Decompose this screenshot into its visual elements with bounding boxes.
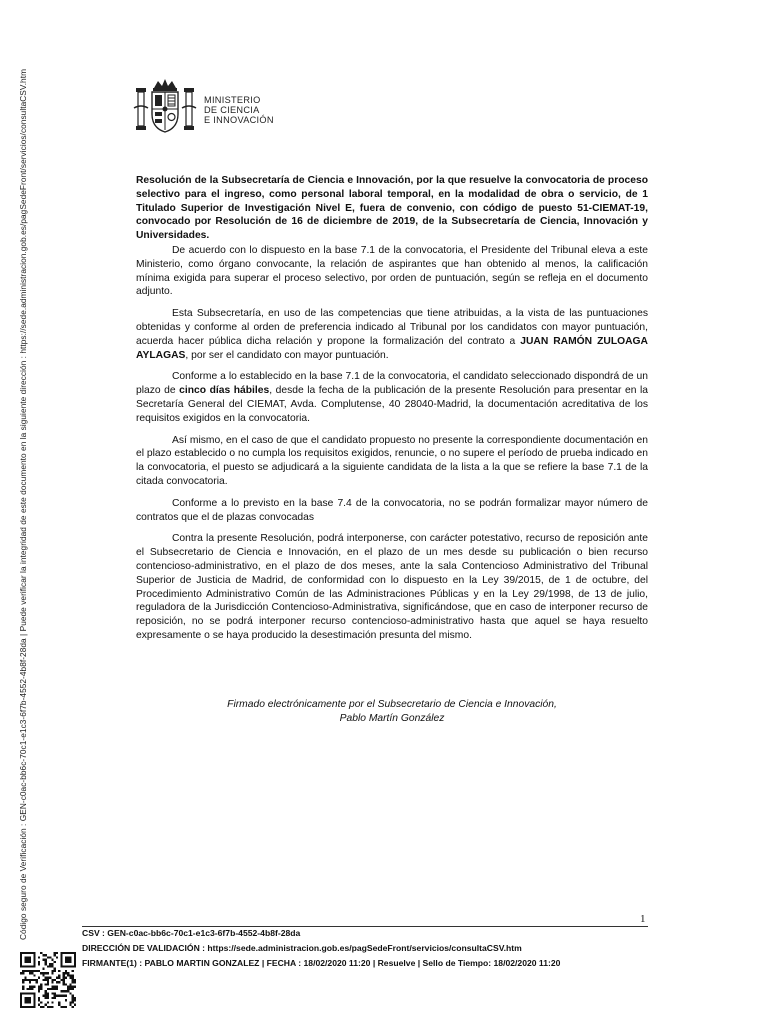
ministry-line-1: MINISTERIO bbox=[204, 95, 261, 105]
document-body bbox=[136, 174, 648, 651]
footer-signer: FIRMANTE(1) : PABLO MARTIN GONZALEZ | FECHA : 18/02/2020 11:20 | Resuelve | Sello de Tiempo: 18/02/2020 11:20 bbox=[82, 957, 561, 968]
ministry-name bbox=[204, 95, 274, 125]
paragraph-3-text-a: Conforme a lo establecido en la base 7.1 de la convocatoria, el candidato seleccionado dispondrá de un plazo de bbox=[136, 371, 648, 397]
signature-line-2: Pablo Martín González bbox=[339, 713, 445, 724]
paragraph-5: Conforme a lo previsto en la base 7.4 de la convocatoria, no se podrán formalizar mayor número de contratos que el de plazas convocadas bbox=[136, 497, 648, 523]
paragraph-2 bbox=[136, 307, 648, 362]
resolution-title: Resolución de la Subsecretaría de Ciencia e Innovación, por la que resuelve la convocatoria de proceso selectivo para el ingreso, como personal laboral temporal, en la modalidad de obra o servicio, de 1 Titulado Superior de Investigación Nivel E, fuera de convenio, con código de puesto 51-CIEMAT-19, convocado por Resolución de 16 de diciembre de 2019, de la Subsecretaría de Ciencia, Innovación y Universidades. bbox=[136, 175, 648, 242]
paragraph-4: Así mismo, en el caso de que el candidato propuesto no presente la correspondiente documentación en el plazo establecido o no cumpla los requisitos exigidos, renuncie, o no supere el período de prueba indicado en la convocatoria, el puesto se adjudicará a la siguiente candidata de la lista a la que se refiere la base 7.1 de la citada convocatoria. bbox=[136, 434, 648, 487]
paragraph-3-text-b: , desde la fecha de la publicación de la presente Resolución para presentar en la Secretaría General del CIEMAT, Avda. Complutense, 40 28040-Madrid, la documentación acreditativa de los requisitos exigidos en la convocatoria. bbox=[136, 385, 649, 424]
ministry-logo bbox=[132, 78, 292, 136]
csv-verification-strip: Código seguro de Verificación : GEN-c0ac-bb6c-70c1-e1c3-6f7b-4552-4b8f-28da | Puede verificar la integridad de este documento en la siguiente dirección : https://sede.administracion.gob.es/pagSedeFront/servicios/consultaCSV.htm bbox=[18, 68, 28, 940]
footer-csv: CSV : GEN-c0ac-bb6c-70c1-e1c3-6f7b-4552-4b8f-28da bbox=[82, 928, 301, 938]
signature-block bbox=[136, 698, 648, 726]
paragraph-2-text-b: , por ser el candidato con mayor puntuación. bbox=[185, 349, 389, 361]
paragraph-1: De acuerdo con lo dispuesto en la base 7.1 de la convocatoria, el Presidente del Tribunal eleva a este Ministerio, como órgano convocante, la relación de aspirantes que han obtenido al menos, la calificación mínima exigida para superar el proceso selectivo, por orden de puntuación, según se refleja en el documento adjunto. bbox=[136, 244, 648, 298]
paragraph-6: Contra la presente Resolución, podrá interponerse, con carácter potestativo, recurso de reposición ante el Subsecretario de Ciencia e Innovación, en el plazo de un mes desde su publicación o bien recurso contencioso-administrativo, en el plazo de dos meses, ante la sala Contencioso Administrativo del Tribunal Superior de Justicia de Madrid, de conformidad con lo dispuesto en la Ley 39/2015, de 1 de octubre, del Procedimiento Administrativo Común de las Administraciones Públicas y en la Ley 29/1998, de 13 de julio, reguladora de la Jurisdicción Contencioso-Administrativa, significándose, que en caso de interponer recurso de reposición, no se podrá interponer recurso contencioso-administrativo hasta que aquel se haya resuelto expresamente o se haya producido la desestimación presunta del mismo. bbox=[136, 533, 648, 641]
ministry-line-2: DE CIENCIA bbox=[204, 105, 260, 115]
footer-validation-url[interactable]: DIRECCIÓN DE VALIDACIÓN : https://sede.administracion.gob.es/pagSedeFront/servicios/consultaCSV.htm bbox=[82, 942, 522, 953]
paragraph-3 bbox=[136, 370, 648, 425]
qr-code-icon[interactable] bbox=[20, 952, 76, 1008]
signature-line-1: Firmado electrónicamente por el Subsecretario de Ciencia e Innovación, bbox=[227, 699, 557, 710]
page-number: 1 bbox=[640, 913, 646, 925]
paragraph-2-text-a: Esta Subsecretaría, en uso de las competencias que tiene atribuidas, a la vista de las puntuaciones obtenidas y conforme al orden de preferencia indicado al Tribunal por los candidatos con mayor puntuación, acuerda hacer pública dicha relación y propone la formalización del contrato a bbox=[136, 308, 648, 347]
coat-of-arms-icon bbox=[132, 78, 198, 136]
ministry-line-3: E INNOVACIÓN bbox=[204, 115, 274, 125]
deadline-text: cinco días hábiles bbox=[179, 385, 270, 397]
footer bbox=[82, 926, 560, 970]
candidate-name: JUAN RAMÓN ZULOAGA AYLAGAS bbox=[136, 335, 648, 361]
